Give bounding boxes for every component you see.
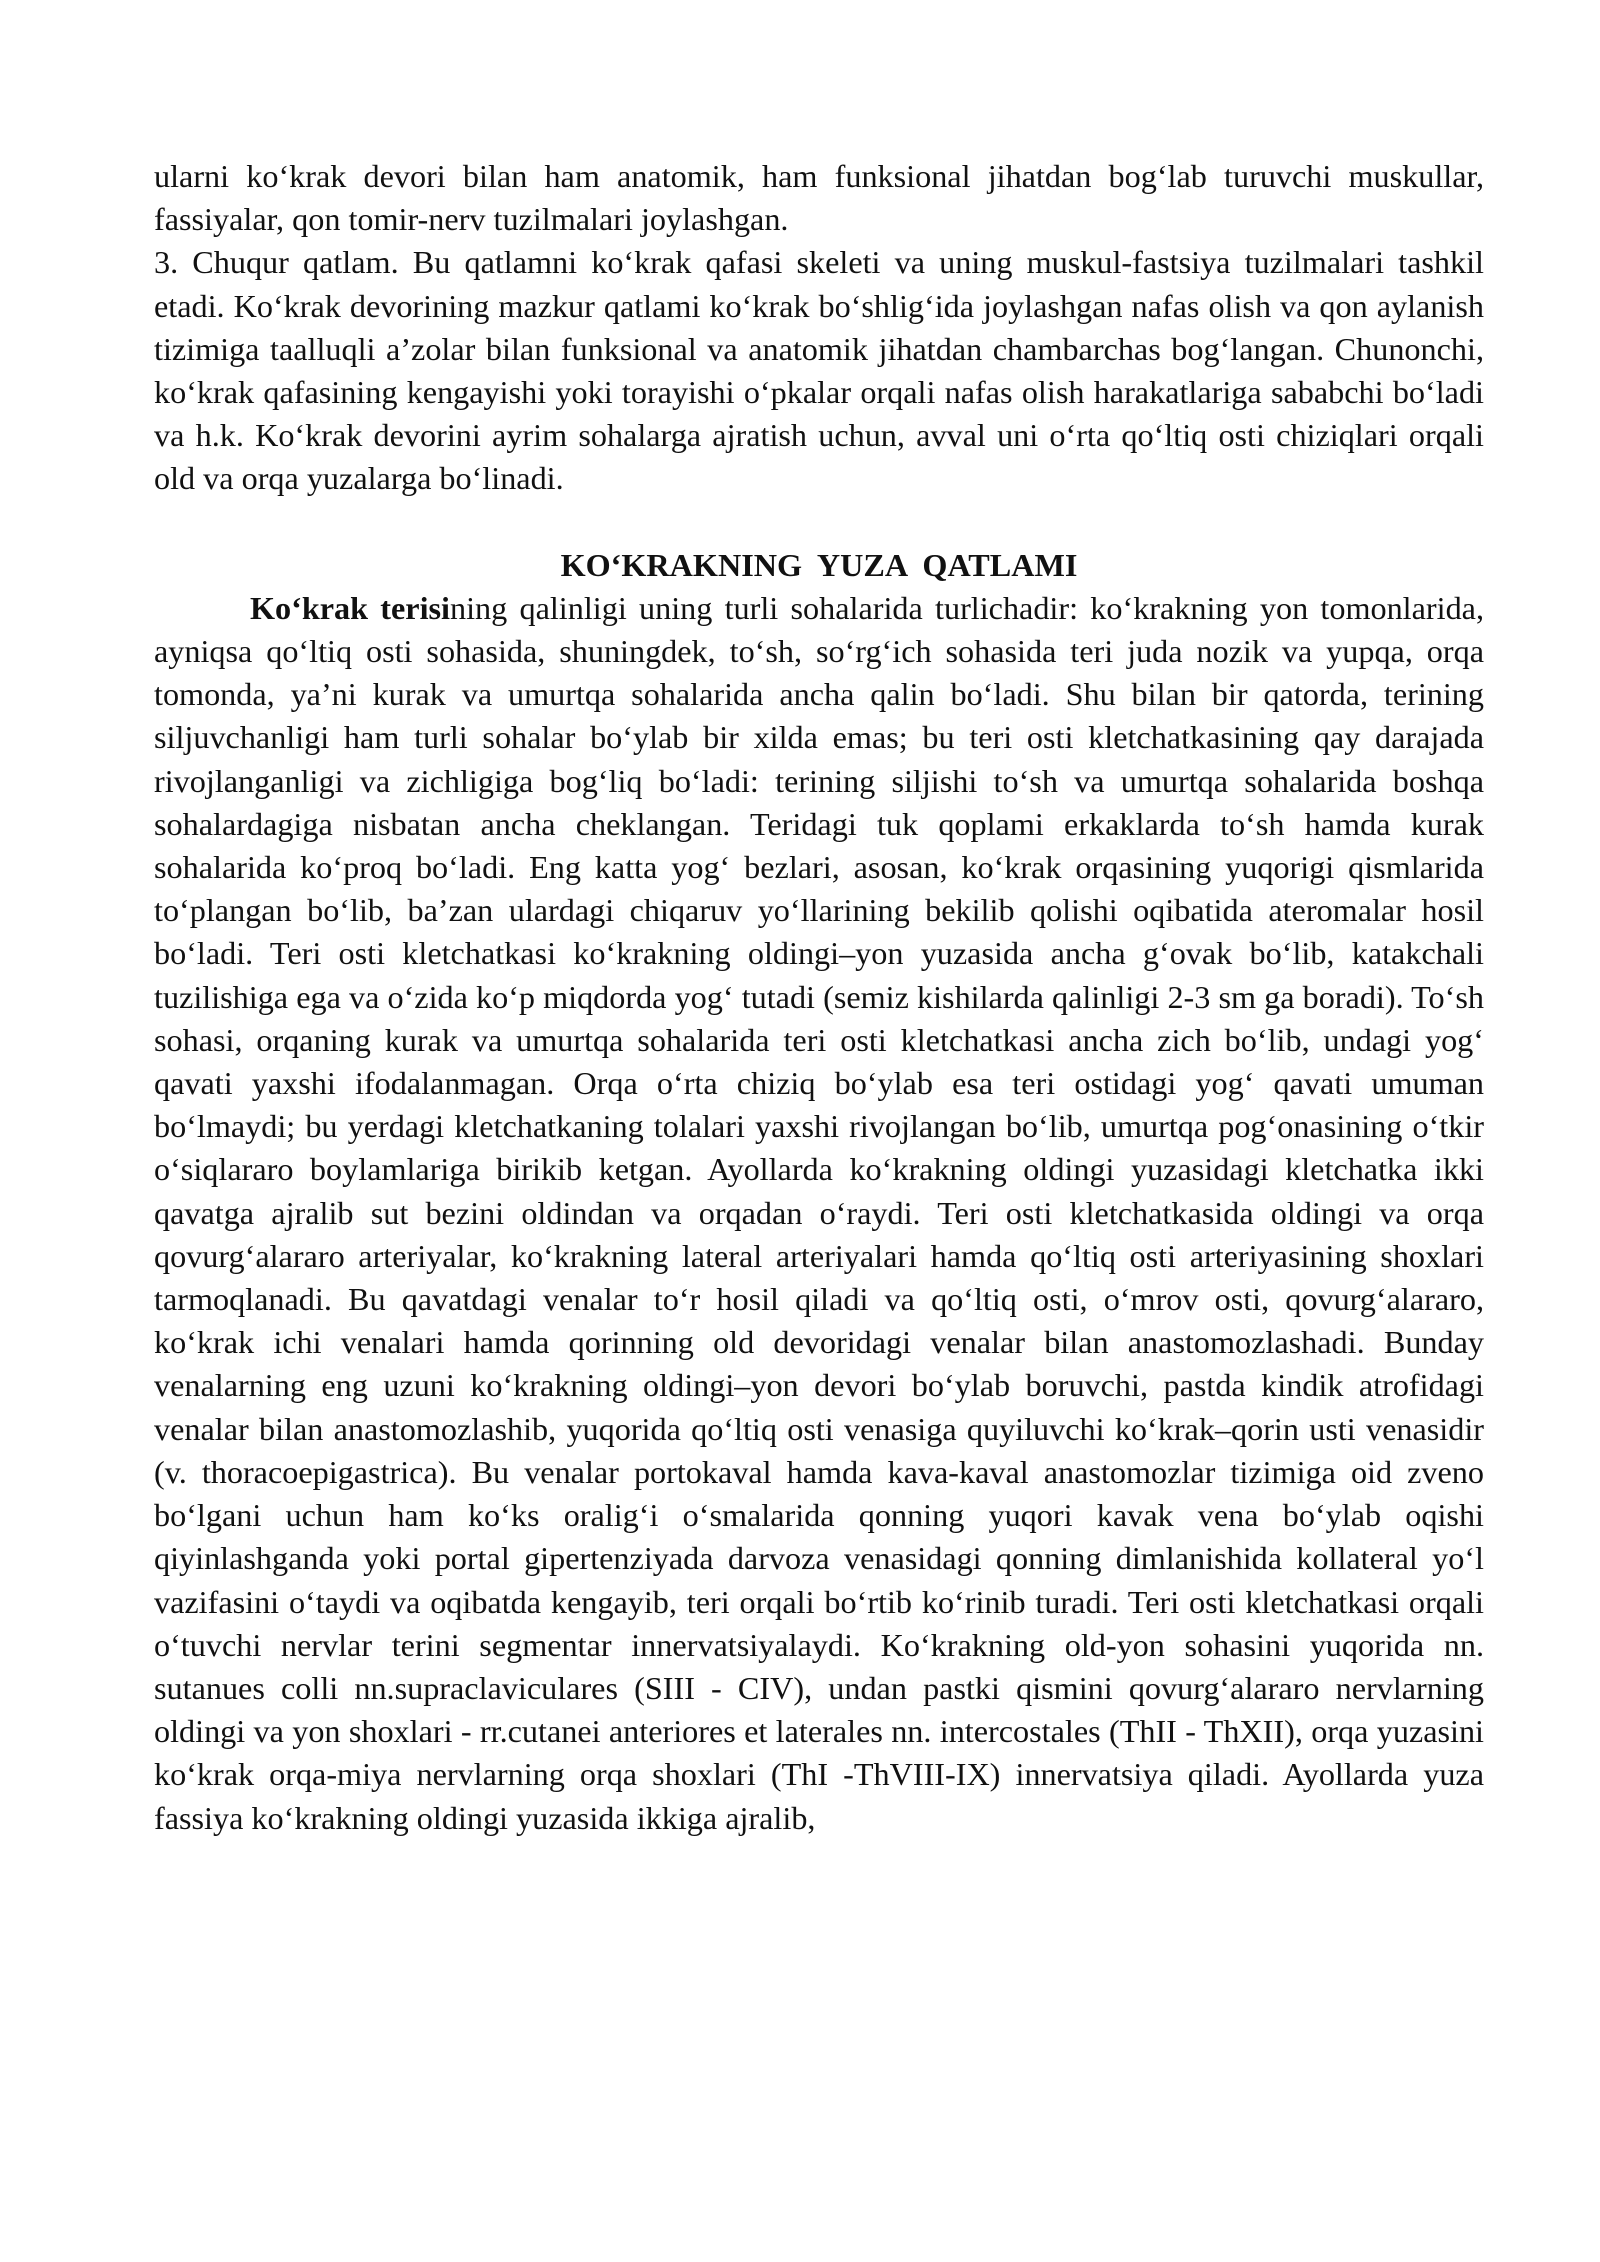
paragraph-deep-layer: 3. Chuqur qatlam. Bu qatlamni ko‘krak qafasi skeleti va uning muskul-fastsiya tuzilmalari tashkil etadi. Ko‘krak devorining mazkur qatlami ko‘krak bo‘shlig‘ida joylashgan nafas olish va qon aylanish tizimiga taalluqli a’zolar bilan funksional va anatomik jihatdan chambarchas bog‘langan. Chunonchi, ko‘krak qafasining kengayishi yoki torayishi o‘pkalar orqali nafas olish harakatlariga sababchi bo‘ladi va h.k. Ko‘krak devorini ayrim sohalarga ajratish uchun, avval uni o‘rta qo‘ltiq osti chiziqlari orqali old va orqa yuzalarga bo‘linadi. xyxy=(154,244,1484,497)
document-page xyxy=(154,155,1484,1840)
paragraph-skin-body: ning qalinligi uning turli sohalarida turlichadir: ko‘krakning yon tomonlarida, ayniqsa qo‘ltiq osti sohasida, shuningdek, to‘sh, so‘rg‘ich sohasida teri juda nozik va yupqa, orqa tomonda, ya’ni kurak va umurtqa sohalarida ancha qalin bo‘ladi. Shu bilan bir qatorda, terining siljuvchanligi ham turli sohalar bo‘ylab bir xilda emas; bu teri osti kletchatkasining qay darajada rivojlanganligi va zichligiga bog‘liq bo‘ladi: terining siljishi to‘sh va umurtqa sohalarida boshqa sohalardagiga nisbatan ancha cheklangan. Teridagi tuk qoplami erkaklarda to‘sh hamda kurak sohalarida ko‘proq bo‘ladi. Eng katta yog‘ bezlari, asosan, ko‘krak orqasining yuqorigi qismlarida to‘plangan bo‘lib, ba’zan ulardagi chiqaruv yo‘llarining bekilib qolishi oqibatida ateromalar hosil bo‘ladi. Teri osti kletchatkasi ko‘krakning oldingi–yon yuzasida ancha g‘ovak bo‘lib, katakchali tuzilishiga ega va o‘zida ko‘p miqdorda yog‘ tutadi (semiz kishilarda qalinligi 2-3 sm ga boradi). To‘sh sohasi, orqaning kurak va umurtqa sohalarida teri osti kletchatkasi ancha zich bo‘lib, undagi yog‘ qavati yaxshi ifodalanmagan. Orqa o‘rta chiziq bo‘ylab esa teri ostidagi yog‘ qavati umuman bo‘lmaydi; bu yerdagi kletchatkaning tolalari yaxshi rivojlangan bo‘lib, umurtqa pog‘onasining o‘tkir o‘siqlararo boylamlariga birikib ketgan. Ayollarda ko‘krakning oldingi yuzasidagi kletchatka ikki qavatga ajralib sut bezini oldindan va orqadan o‘raydi. Teri osti kletchatkasida oldingi va orqa qovurg‘alararo arteriyalar, ko‘krakning lateral arteriyalari hamda qo‘ltiq osti arteriyasining shoxlari tarmoqlanadi. Bu qavatdagi venalar to‘r hosil qiladi va qo‘ltiq osti, o‘mrov osti, qovurg‘alararo, ko‘krak ichi venalari hamda qorinning old devoridagi venalar bilan anastomozlashadi. Bunday venalarning eng uzuni ko‘krakning oldingi–yon devori bo‘ylab boruvchi, pastda kindik atrofidagi venalar bilan anastomozlashib, yuqorida qo‘ltiq osti venasiga quyiluvchi ko‘krak–qorin usti venasidir (v. thoracoepigastrica). Bu venalar portokaval hamda kava-kaval anastomozlar tizimiga oid zveno bo‘lgani uchun ham ko‘ks oralig‘i o‘smalarida qonning yuqori kavak vena bo‘ylab oqishi qiyinlashganda yoki portal gipertenziyada darvoza venasidagi qonning dimlanishida kollateral yo‘l vazifasini o‘taydi va oqibatda kengayib, teri orqali bo‘rtib ko‘rinib turadi. Teri osti kletchatkasi orqali o‘tuvchi nervlar terini segmentar innervatsiyalaydi. Ko‘krakning old-yon sohasini yuqorida nn. sutanues colli nn.supraclaviculares (SIII - CIV), undan pastki qismini qovurg‘alararo nervlarning oldingi va yon shoxlari - rr.cutanei anteriores et laterales nn. intercostales (ThII - ThXII), orqa yuzasini ko‘krak orqa-miya nervlarning orqa shoxlari (ThI -ThVIII-IX) innervatsiya qiladi. Ayollarda yuza fassiya ko‘krakning oldingi yuzasida ikkiga ajralib, xyxy=(154,589,1485,1836)
paragraph-skin xyxy=(154,587,1484,1840)
paragraph-continuation: ularni ko‘krak devori bilan ham anatomik, ham funksional jihatdan bog‘lab turuvchi muskullar, fassiyalar, qon tomir-nerv tuzilmalari joylashgan. xyxy=(154,158,1484,238)
paragraph-skin-lead: Ko‘krak terisi xyxy=(250,589,450,626)
section-heading: KO‘KRAKNING YUZA QATLAMI xyxy=(560,546,1078,583)
